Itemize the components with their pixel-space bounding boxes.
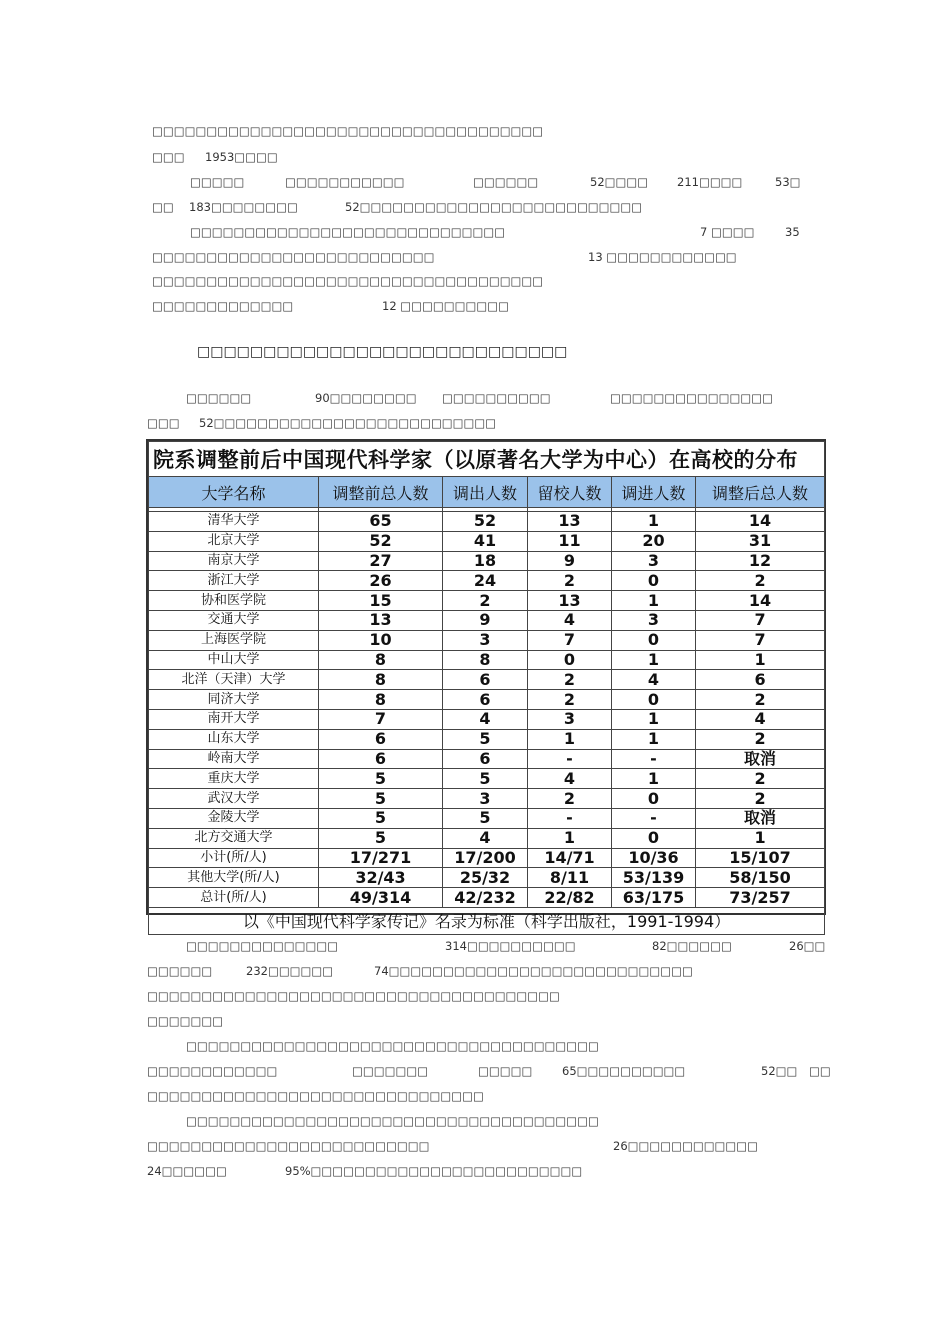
table-cell-value: 31 [696,531,825,551]
table-cell-university: 其他大学(所/人) [149,868,319,888]
table-cell-value: 6 [319,729,443,749]
column-header: 调整后总人数 [696,477,825,508]
table-row [149,571,825,591]
table-row [149,690,825,710]
table-cell-value: 4 [443,709,528,729]
table-cell-university: 上海医学院 [149,630,319,650]
paragraph-text: □□□□□□□□□□□□□□□□□□□□□□□□□□□□□□□□□□□□□□ [147,989,560,1003]
column-header: 留校人数 [528,477,612,508]
table-cell-value: 6 [443,690,528,710]
paragraph-text: 24□□□□□□ [147,1164,227,1178]
table-cell-value: 取消 [696,749,825,769]
table-cell-value: 1 [612,709,696,729]
paragraph-text: □□□□□ [478,1064,533,1078]
table-row [149,888,825,908]
table-cell-university: 小计(所/人) [149,848,319,868]
table-row [149,610,825,630]
table-cell-value: 9 [528,551,612,571]
table-cell-value: 9 [443,610,528,630]
paragraph-text: □□□□□□□□□□□□□□□□□□□□□□□□□□□□□□□□□□□□ [152,274,544,288]
paragraph-text: 13 □□□□□□□□□□□□ [588,250,737,264]
table-cell-university: 山东大学 [149,729,319,749]
table-cell-value: 3 [612,610,696,630]
paragraph-text: □□□□□□ [186,391,252,405]
paragraph-text: 26□□ [789,939,826,953]
table-cell-value: 7 [319,709,443,729]
table-cell-value: 5 [319,769,443,789]
paragraph-text: □□□□□□□□□□ [442,391,551,405]
table-cell-university: 北方交通大学 [149,828,319,848]
table-cell-value: 2 [528,670,612,690]
table-row [149,531,825,551]
table-cell-value: 22/82 [528,888,612,908]
paragraph-text: □□□□□□□□□□□□□□□ [610,391,773,405]
table-row [149,828,825,848]
table-row [149,670,825,690]
table-cell-value: 13 [528,591,612,611]
paragraph-text: 12 □□□□□□□□□□ [382,299,509,313]
table-cell-value: 取消 [696,808,825,828]
table-cell-value: 5 [443,808,528,828]
table-cell-value: 20 [612,531,696,551]
table-cell-value: 12 [696,551,825,571]
table-row [149,591,825,611]
table-cell-university: 北京大学 [149,531,319,551]
table-cell-value: 7 [696,630,825,650]
table-cell-value: 2 [696,729,825,749]
table-cell-value: 41 [443,531,528,551]
paragraph-text: 232□□□□□□ [246,964,334,978]
paragraph-text: 53□ [775,175,801,189]
paragraph-text: □□□□□□□□□□□□□□□□□□□□□□□□□□□□□□□□□□□□□□ [186,1039,599,1053]
data-table [148,441,825,935]
paragraph-text: 95%□□□□□□□□□□□□□□□□□□□□□□□□□ [285,1164,583,1178]
table-cell-value: 14 [696,512,825,532]
table-row [149,749,825,769]
table-row [149,709,825,729]
paragraph-text: □□□□□□□□□□□□□□□□□□□□□□□□□□□□□□□ [147,1089,484,1103]
table-row [149,512,825,532]
paragraph-text: 52□□□□□□□□□□□□□□□□□□□□□□□□□□ [199,416,497,430]
table-cell-value: 0 [612,828,696,848]
table-cell-value: 63/175 [612,888,696,908]
column-header: 大学名称 [149,477,319,508]
table-cell-value: 5 [319,789,443,809]
table-cell-value: 42/232 [443,888,528,908]
table-cell-value: 4 [443,828,528,848]
paragraph-text: 35 [785,225,800,239]
table-cell-value: 0 [612,571,696,591]
table-cell-value: 15/107 [696,848,825,868]
table-cell-value: 4 [528,769,612,789]
table-cell-university: 协和医学院 [149,591,319,611]
table-cell-value: 26 [319,571,443,591]
table-cell-university: 浙江大学 [149,571,319,591]
table-cell-value: 13 [528,512,612,532]
table-cell-university: 总计(所/人) [149,888,319,908]
table-cell-university: 武汉大学 [149,789,319,809]
paragraph-text: □□ [809,1064,831,1078]
paragraph-text: 7 □□□□ [700,225,755,239]
table-row [149,630,825,650]
table-cell-university: 中山大学 [149,650,319,670]
paragraph-text: □□□□□□□□□□□□ [147,1064,278,1078]
paragraph-text: □□□□□□□□□□□□□ [152,299,294,313]
table-row [149,551,825,571]
table-cell-value: 8 [319,650,443,670]
paragraph-text: □□□□□□□□□□□□□□□□□□□□□□□□□□ [152,250,435,264]
column-header: 调出人数 [443,477,528,508]
table-cell-value: - [528,808,612,828]
table-cell-value: 32/43 [319,868,443,888]
table-cell-value: 73/257 [696,888,825,908]
column-header: 调整前总人数 [319,477,443,508]
paragraph-text: 52□□ [761,1064,798,1078]
table-cell-value: 2 [528,690,612,710]
table-cell-value: 10 [319,630,443,650]
section-heading: □□□□□□□□□□□□□□□□□□□□□□□□□□□□ [197,344,568,360]
table-row [149,769,825,789]
column-header: 调进人数 [612,477,696,508]
table-row [149,650,825,670]
table-cell-value: 4 [696,709,825,729]
table-cell-value: 2 [443,591,528,611]
table-cell-value: 2 [696,571,825,591]
table-cell-value: 1 [696,828,825,848]
table-cell-value: 52 [443,512,528,532]
table-cell-value: 15 [319,591,443,611]
table-cell-value: 3 [612,551,696,571]
table-cell-value: 3 [443,630,528,650]
table-cell-value: 2 [696,690,825,710]
paragraph-text: □□□ [147,416,180,430]
table-cell-value: 7 [696,610,825,630]
table-cell-value: 3 [443,789,528,809]
table-cell-value: 5 [319,808,443,828]
table-cell-university: 金陵大学 [149,808,319,828]
paragraph-text: 183□□□□□□□□ [189,200,298,214]
table-cell-value: 8/11 [528,868,612,888]
table-cell-value: 0 [612,789,696,809]
table-row [149,789,825,809]
table-cell-value: 7 [528,630,612,650]
table-cell-value: 49/314 [319,888,443,908]
table-cell-value: 1 [528,828,612,848]
table-title: 院系调整前后中国现代科学家（以原著名大学为中心）在高校的分布 [149,442,825,477]
table-cell-value: 14 [696,591,825,611]
paragraph-text: 211□□□□ [677,175,743,189]
table-cell-value: 0 [528,650,612,670]
table-cell-value: 1 [612,591,696,611]
table-note: 以《中国现代科学家传记》名录为标准（科学出版社，1991-1994） [149,907,825,934]
table-cell-university: 南开大学 [149,709,319,729]
paragraph-text: 82□□□□□□ [652,939,732,953]
table-cell-value: 0 [612,690,696,710]
table-cell-value: 8 [443,650,528,670]
table-cell-value: 17/200 [443,848,528,868]
paragraph-text: 65□□□□□□□□□□ [562,1064,686,1078]
paragraph-text: 52□□□□□□□□□□□□□□□□□□□□□□□□□□ [345,200,643,214]
table-cell-value: 1 [612,650,696,670]
table-cell-university: 交通大学 [149,610,319,630]
table-cell-value: 10/36 [612,848,696,868]
table-cell-university: 清华大学 [149,512,319,532]
paragraph-text: 74□□□□□□□□□□□□□□□□□□□□□□□□□□□□ [374,964,693,978]
table-cell-university: 南京大学 [149,551,319,571]
table-cell-value: 25/32 [443,868,528,888]
table-cell-value: 6 [696,670,825,690]
table-cell-value: 2 [696,789,825,809]
table-cell-value: 8 [319,690,443,710]
table-cell-value: 6 [319,749,443,769]
paragraph-text: □□□□□□ [473,175,539,189]
table-cell-value: 6 [443,749,528,769]
table-cell-value: 1 [612,769,696,789]
paragraph-text: 26□□□□□□□□□□□□ [613,1139,759,1153]
paragraph-text: □□□ [152,150,185,164]
paragraph-text: 314□□□□□□□□□□ [445,939,576,953]
table-cell-value: 0 [612,630,696,650]
table-cell-value: 4 [612,670,696,690]
table-cell-value: 1 [612,512,696,532]
paragraph-text: □□□□□□ [147,964,213,978]
table-cell-value: 6 [443,670,528,690]
table-cell-value: 8 [319,670,443,690]
scientist-distribution-table [146,439,826,932]
table-cell-value: 53/139 [612,868,696,888]
paragraph-text: □□□□□□□□□□□□□□□□□□□□□□□□□□□□□□□□□□□□ [152,124,544,138]
table-cell-value: 14/71 [528,848,612,868]
table-cell-value: 2 [528,789,612,809]
table-cell-value: 11 [528,531,612,551]
table-row [149,848,825,868]
paragraph-text: □□ [152,200,174,214]
table-cell-value: 3 [528,709,612,729]
table-cell-value: 1 [612,729,696,749]
paragraph-text: □□□□□□□□□□□□□□□□□□□□□□□□□□□□□□□□□□□□□□ [186,1114,599,1128]
paragraph-text: □□□□□ [190,175,245,189]
table-cell-value: 5 [319,828,443,848]
table-cell-value: - [612,749,696,769]
paragraph-text: 90□□□□□□□□ [315,391,417,405]
table-cell-university: 岭南大学 [149,749,319,769]
paragraph-text: □□□□□□□□□□□ [285,175,405,189]
table-cell-value: - [528,749,612,769]
table-cell-value: 2 [696,769,825,789]
paragraph-text: □□□□□□□□□□□□□□□□□□□□□□□□□□□□□ [190,225,506,239]
table-cell-university: 北洋（天津）大学 [149,670,319,690]
table-row [149,808,825,828]
paragraph-text: 52□□□□ [590,175,649,189]
table-cell-university: 重庆大学 [149,769,319,789]
table-cell-value: 1 [528,729,612,749]
paragraph-text: □□□□□□□□□□□□□□ [186,939,339,953]
table-cell-value: 5 [443,769,528,789]
table-cell-value: 5 [443,729,528,749]
table-cell-value: 1 [696,650,825,670]
table-cell-value: 52 [319,531,443,551]
table-cell-value: - [612,808,696,828]
table-cell-value: 18 [443,551,528,571]
table-cell-value: 4 [528,610,612,630]
table-cell-value: 58/150 [696,868,825,888]
table-cell-value: 24 [443,571,528,591]
table-cell-university: 同济大学 [149,690,319,710]
paragraph-text: □□□□□□□□□□□□□□□□□□□□□□□□□□ [147,1139,430,1153]
table-row [149,729,825,749]
table-cell-value: 13 [319,610,443,630]
table-cell-value: 65 [319,512,443,532]
paragraph-text: □□□□□□□ [147,1014,224,1028]
paragraph-text: □□□□□□□ [352,1064,429,1078]
paragraph-text: 1953□□□□ [205,150,278,164]
table-cell-value: 17/271 [319,848,443,868]
table-row [149,868,825,888]
table-cell-value: 2 [528,571,612,591]
table-cell-value: 27 [319,551,443,571]
